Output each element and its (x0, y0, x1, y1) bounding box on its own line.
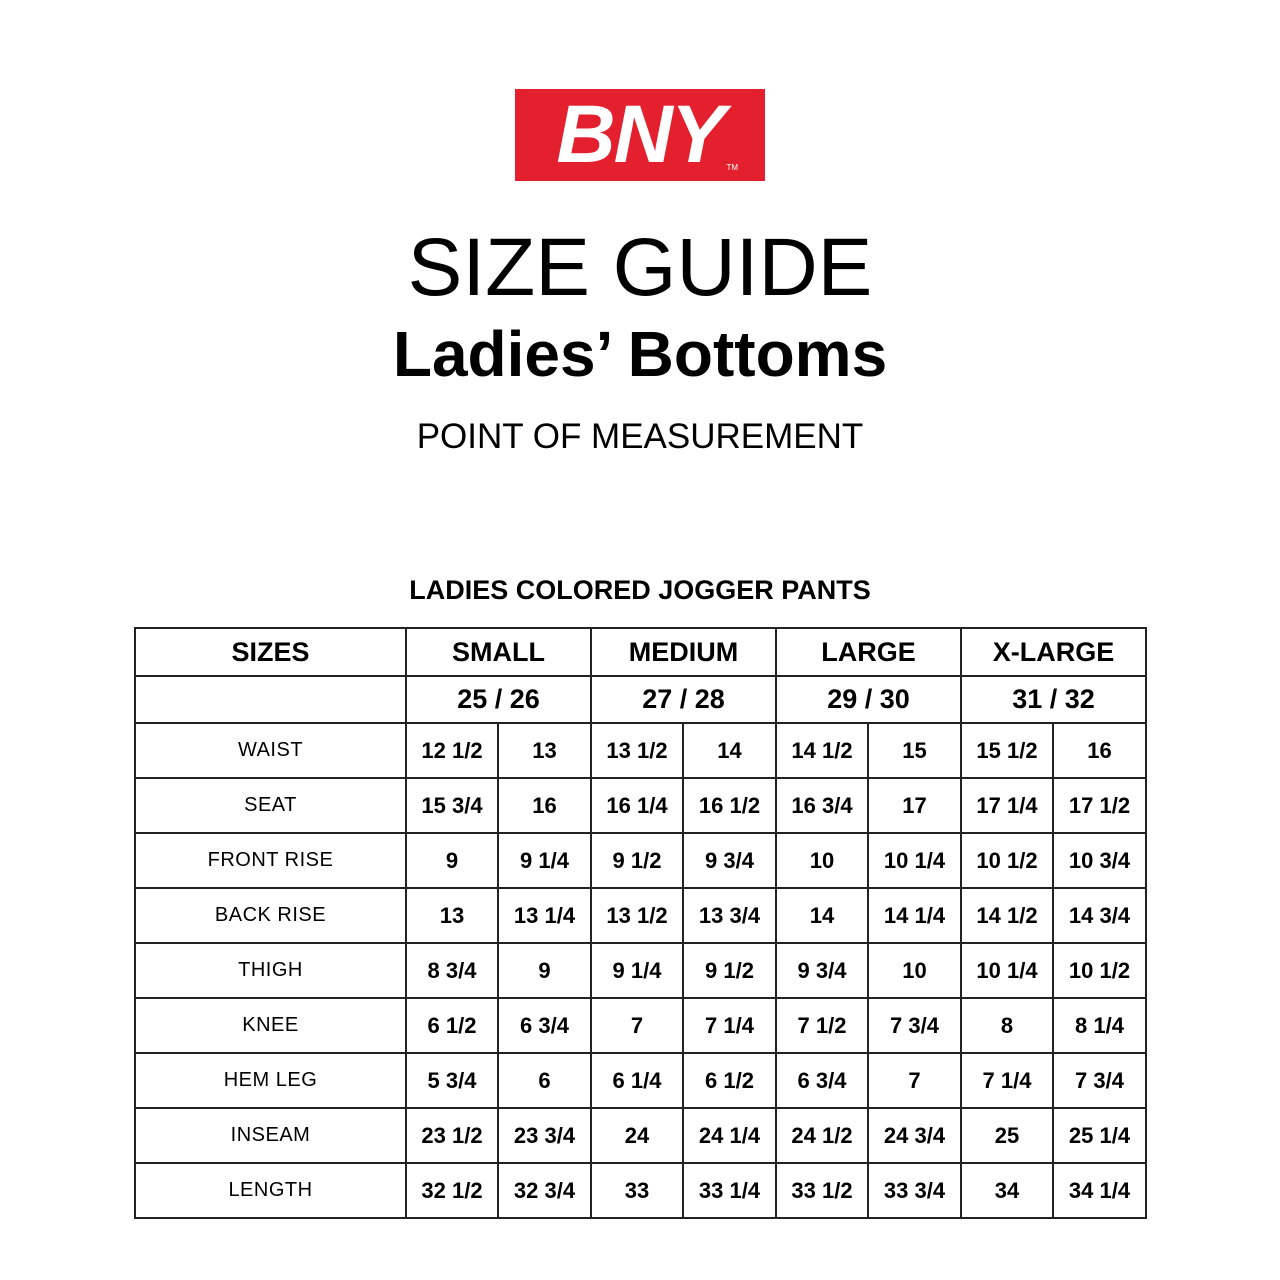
measurement-value: 13 1/2 (591, 723, 683, 778)
measurement-label: LENGTH (135, 1163, 406, 1218)
measurement-value: 7 1/4 (961, 1053, 1053, 1108)
measurement-value: 7 (868, 1053, 961, 1108)
measurement-value: 24 3/4 (868, 1108, 961, 1163)
measurement-value: 32 3/4 (498, 1163, 591, 1218)
page-title: SIZE GUIDE (407, 222, 873, 313)
header-row-numbers (135, 676, 1146, 723)
measurement-value: 9 1/4 (591, 943, 683, 998)
measurement-value: 7 1/2 (776, 998, 868, 1053)
table-row (135, 1053, 1146, 1108)
measurement-value: 9 3/4 (776, 943, 868, 998)
point-of-measurement-heading: POINT OF MEASUREMENT (416, 417, 864, 456)
measurement-value: 9 (498, 943, 591, 998)
table-row (135, 1163, 1146, 1218)
measurement-value: 6 3/4 (498, 998, 591, 1053)
measurement-value: 17 1/2 (1053, 778, 1146, 833)
measurement-label: THIGH (135, 943, 406, 998)
measurement-value: 9 1/2 (591, 833, 683, 888)
size-header-large: LARGE (776, 628, 961, 676)
measurement-value: 9 1/2 (683, 943, 776, 998)
sizes-header-label: SIZES (135, 628, 406, 676)
measurement-value: 24 1/2 (776, 1108, 868, 1163)
measurement-value: 13 1/2 (591, 888, 683, 943)
measurement-value: 14 (776, 888, 868, 943)
measurement-value: 16 (498, 778, 591, 833)
measurement-value: 7 1/4 (683, 998, 776, 1053)
measurement-value: 16 3/4 (776, 778, 868, 833)
measurement-label: FRONT RISE (135, 833, 406, 888)
measurement-value: 23 3/4 (498, 1108, 591, 1163)
measurement-value: 10 1/4 (961, 943, 1053, 998)
measurement-value: 7 3/4 (868, 998, 961, 1053)
measurement-value: 34 1/4 (1053, 1163, 1146, 1218)
measurement-value: 17 1/4 (961, 778, 1053, 833)
measurement-value: 14 3/4 (1053, 888, 1146, 943)
measurement-label: KNEE (135, 998, 406, 1053)
measurement-value: 33 1/4 (683, 1163, 776, 1218)
table-row (135, 723, 1146, 778)
size-header-x-large: X-LARGE (961, 628, 1146, 676)
measurement-label: INSEAM (135, 1108, 406, 1163)
measurement-label: WAIST (135, 723, 406, 778)
measurement-value: 14 1/4 (868, 888, 961, 943)
empty-header-cell (135, 676, 406, 723)
size-header-medium: MEDIUM (591, 628, 776, 676)
table-row (135, 778, 1146, 833)
measurement-value: 13 3/4 (683, 888, 776, 943)
size-number-x-large: 31 / 32 (961, 676, 1146, 723)
table-row (135, 998, 1146, 1053)
measurement-value: 33 (591, 1163, 683, 1218)
measurement-value: 32 1/2 (406, 1163, 498, 1218)
measurement-value: 5 3/4 (406, 1053, 498, 1108)
measurement-value: 15 1/2 (961, 723, 1053, 778)
measurement-value: 6 (498, 1053, 591, 1108)
logo-text: BNY (556, 89, 724, 180)
measurement-value: 15 (868, 723, 961, 778)
measurement-value: 6 1/4 (591, 1053, 683, 1108)
measurement-label: HEM LEG (135, 1053, 406, 1108)
measurement-value: 25 1/4 (1053, 1108, 1146, 1163)
measurement-value: 24 1/4 (683, 1108, 776, 1163)
measurement-value: 13 1/4 (498, 888, 591, 943)
measurement-value: 10 3/4 (1053, 833, 1146, 888)
table-row (135, 1108, 1146, 1163)
measurement-value: 7 3/4 (1053, 1053, 1146, 1108)
measurement-value: 16 (1053, 723, 1146, 778)
measurement-value: 6 3/4 (776, 1053, 868, 1108)
table-row (135, 833, 1146, 888)
measurement-value: 8 3/4 (406, 943, 498, 998)
measurement-value: 23 1/2 (406, 1108, 498, 1163)
measurement-value: 7 (591, 998, 683, 1053)
measurement-value: 14 1/2 (776, 723, 868, 778)
measurement-value: 6 1/2 (406, 998, 498, 1053)
table-row (135, 888, 1146, 943)
measurement-value: 10 1/2 (961, 833, 1053, 888)
measurement-value: 10 1/4 (868, 833, 961, 888)
measurement-value: 34 (961, 1163, 1053, 1218)
measurement-value: 9 1/4 (498, 833, 591, 888)
measurement-value: 8 (961, 998, 1053, 1053)
measurement-value: 14 (683, 723, 776, 778)
measurement-value: 9 3/4 (683, 833, 776, 888)
measurement-label: BACK RISE (135, 888, 406, 943)
measurement-value: 15 3/4 (406, 778, 498, 833)
measurement-value: 24 (591, 1108, 683, 1163)
measurement-value: 10 1/2 (1053, 943, 1146, 998)
table-title: LADIES COLORED JOGGER PANTS (409, 575, 871, 605)
measurement-value: 33 3/4 (868, 1163, 961, 1218)
measurement-value: 33 1/2 (776, 1163, 868, 1218)
measurement-value: 14 1/2 (961, 888, 1053, 943)
measurement-value: 10 (776, 833, 868, 888)
size-number-large: 29 / 30 (776, 676, 961, 723)
page-subtitle: Ladies’ Bottoms (392, 318, 888, 390)
measurement-value: 8 1/4 (1053, 998, 1146, 1053)
measurement-value: 13 (406, 888, 498, 943)
brand-logo (515, 89, 765, 181)
measurement-value: 16 1/4 (591, 778, 683, 833)
size-number-medium: 27 / 28 (591, 676, 776, 723)
measurement-value: 10 (868, 943, 961, 998)
measurement-label: SEAT (135, 778, 406, 833)
size-header-small: SMALL (406, 628, 591, 676)
header-row-sizes (135, 628, 1146, 676)
measurement-value: 16 1/2 (683, 778, 776, 833)
size-number-small: 25 / 26 (406, 676, 591, 723)
measurement-value: 12 1/2 (406, 723, 498, 778)
table-row (135, 943, 1146, 998)
measurement-value: 17 (868, 778, 961, 833)
measurement-value: 13 (498, 723, 591, 778)
logo-trademark: TM (726, 163, 738, 172)
measurement-value: 25 (961, 1108, 1053, 1163)
measurement-value: 9 (406, 833, 498, 888)
size-table (134, 627, 1147, 1219)
measurement-value: 6 1/2 (683, 1053, 776, 1108)
